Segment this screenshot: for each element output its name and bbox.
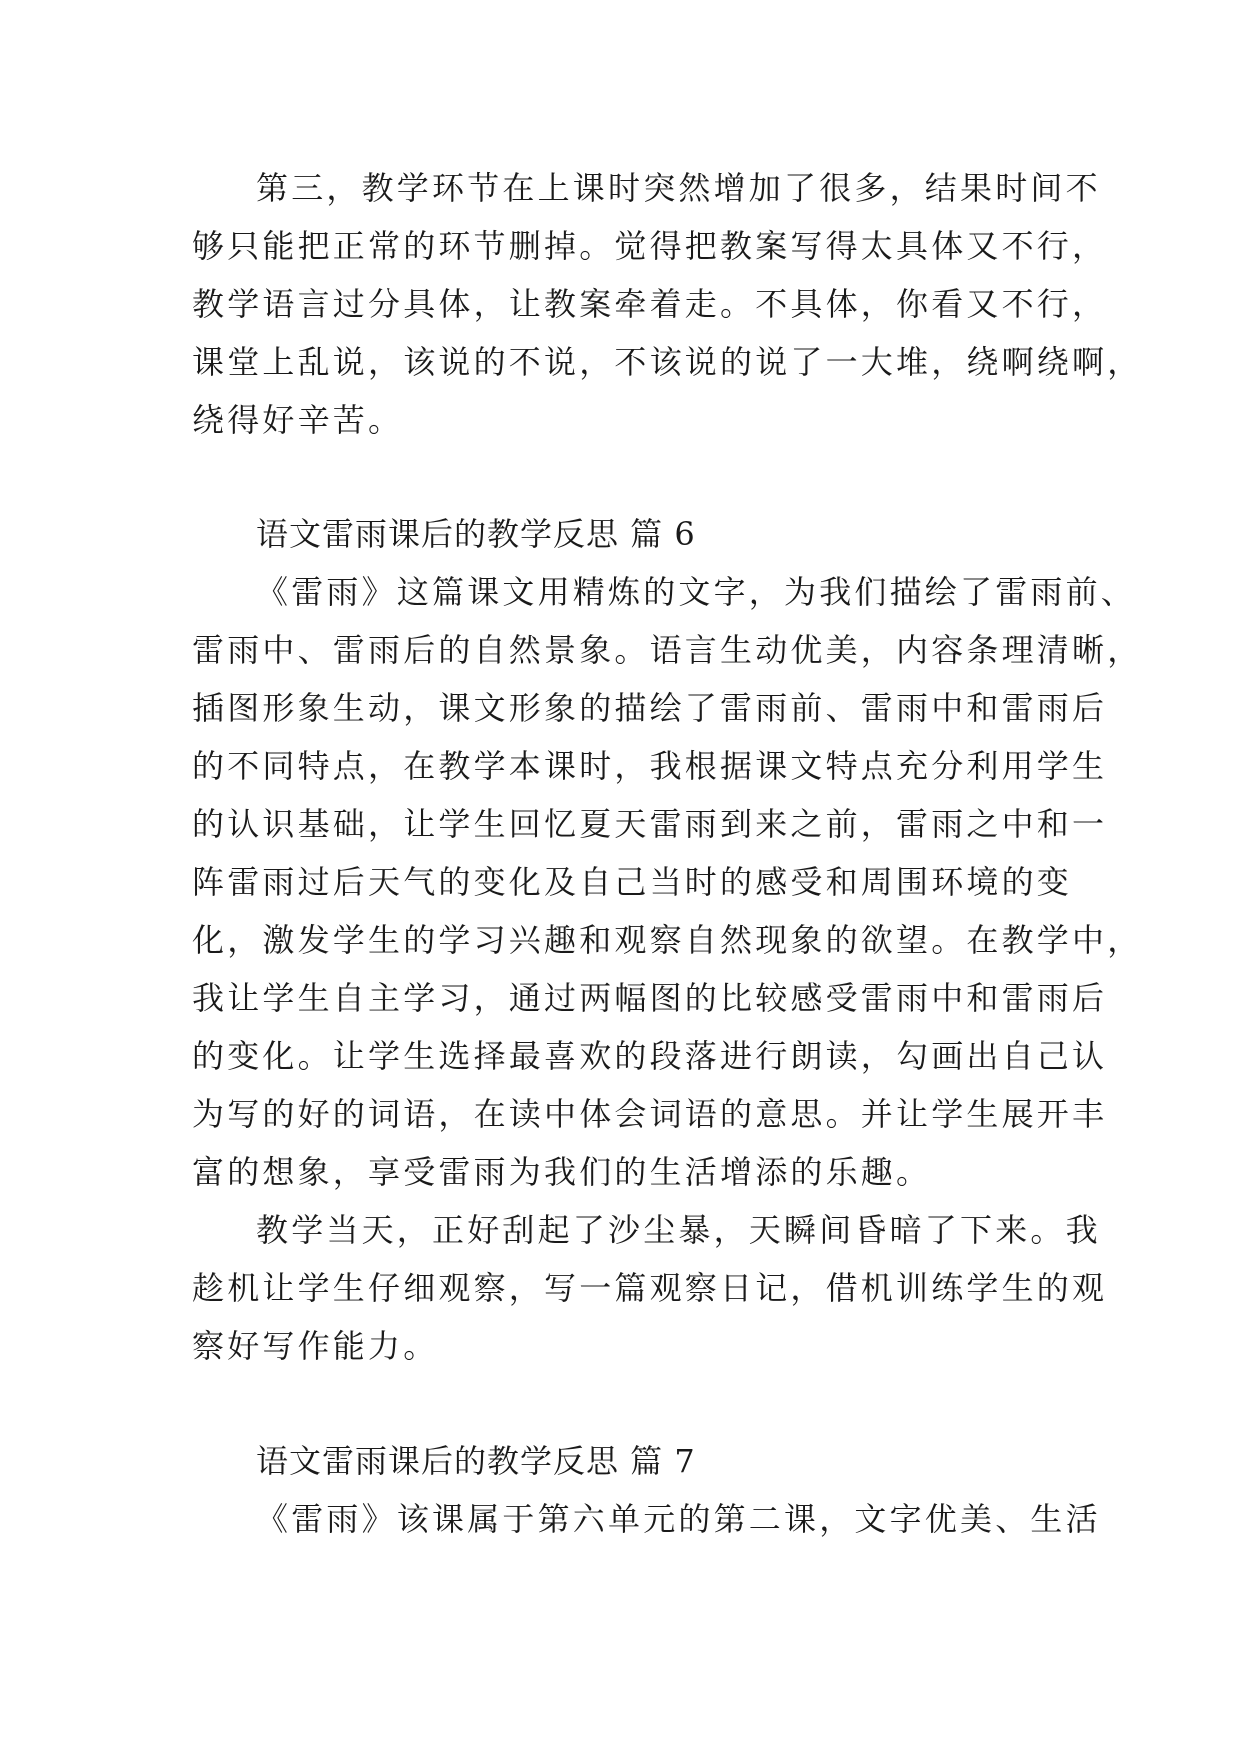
text-line: 课堂上乱说，该说的不说，不该说的说了一大堆，绕啊绕啊，: [192, 343, 1143, 381]
text-line: 《雷雨》该课属于第六单元的第二课，文字优美、生活: [256, 1500, 1101, 1538]
text-line: 教学当天，正好刮起了沙尘暴，天瞬间昏暗了下来。我: [256, 1211, 1101, 1249]
text-line: 我让学生自主学习，通过两幅图的比较感受雷雨中和雷雨后: [192, 979, 1108, 1017]
text-line: 富的想象，享受雷雨为我们的生活增添的乐趣。: [192, 1153, 932, 1191]
text-line: 的认识基础，让学生回忆夏天雷雨到来之前，雷雨之中和一: [192, 805, 1108, 843]
section-heading: 语文雷雨课后的教学反思 篇 7: [256, 1442, 696, 1480]
text-line: 阵雷雨过后天气的变化及自己当时的感受和周围环境的变: [192, 863, 1073, 901]
text-line: 的变化。让学生选择最喜欢的段落进行朗读，勾画出自己认: [192, 1037, 1108, 1075]
text-line: 第三，教学环节在上课时突然增加了很多，结果时间不: [256, 169, 1101, 207]
text-line: 插图形象生动，课文形象的描绘了雷雨前、雷雨中和雷雨后: [192, 689, 1108, 727]
text-line: 为写的好的词语，在读中体会词语的意思。并让学生展开丰: [192, 1095, 1108, 1133]
text-line: 雷雨中、雷雨后的自然景象。语言生动优美，内容条理清晰，: [192, 631, 1143, 669]
text-line: 趁机让学生仔细观察，写一篇观察日记，借机训练学生的观: [192, 1269, 1108, 1307]
text-line: 察好写作能力。: [192, 1327, 439, 1365]
text-line: 《雷雨》这篇课文用精炼的文字，为我们描绘了雷雨前、: [256, 573, 1137, 611]
text-line: 教学语言过分具体，让教案牵着走。不具体，你看又不行，: [192, 285, 1108, 323]
text-line: 绕得好辛苦。: [192, 401, 404, 439]
section-heading: 语文雷雨课后的教学反思 篇 6: [256, 515, 696, 553]
text-line: 够只能把正常的环节删掉。觉得把教案写得太具体又不行，: [192, 227, 1108, 265]
text-line: 化，激发学生的学习兴趣和观察自然现象的欲望。在教学中，: [192, 921, 1143, 959]
text-line: 的不同特点，在教学本课时，我根据课文特点充分利用学生: [192, 747, 1108, 785]
